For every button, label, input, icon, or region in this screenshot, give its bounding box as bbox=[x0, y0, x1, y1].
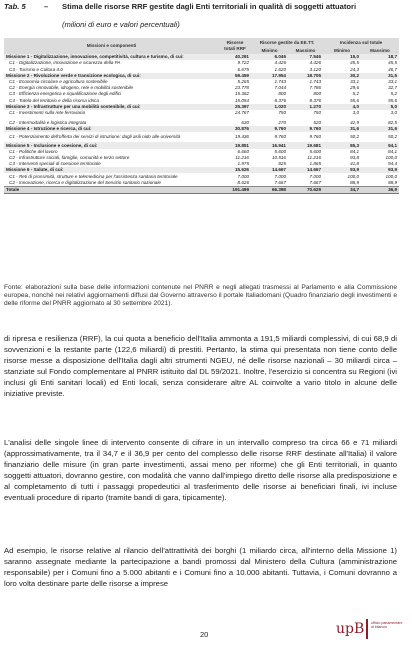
row-total-rrf: 19.851 bbox=[219, 142, 251, 148]
row-label: C1 - Economia circolare e agricoltura sostenibile bbox=[9, 79, 108, 85]
row-total-rrf: 9.722 bbox=[237, 60, 249, 66]
header-incidence-max: Massimo bbox=[361, 48, 399, 54]
row-label: C2 - Energia rinnovabile, idrogeno, rete e mobilità sostenibile bbox=[9, 85, 134, 91]
row-incidence-max: 94,1 bbox=[361, 142, 399, 148]
row-total-rrf: 6.660 bbox=[237, 148, 249, 154]
row-managed-min: 5.600 bbox=[274, 148, 286, 154]
row-incidence-max: 5,0 bbox=[361, 104, 399, 110]
row-total-rrf: 1.975 bbox=[237, 161, 249, 167]
row-managed-min: 17.954 bbox=[251, 73, 288, 79]
row-managed-max: 750 bbox=[313, 109, 322, 115]
header-incidence-min: Minimo bbox=[323, 48, 361, 54]
table-header-row bbox=[4, 38, 399, 48]
row-total-rrf: 24.767 bbox=[234, 109, 249, 115]
row-managed-max: 800 bbox=[313, 91, 322, 97]
table-body bbox=[4, 54, 399, 193]
upb-logo bbox=[336, 619, 406, 641]
row-managed-min: 4.426 bbox=[274, 60, 286, 66]
row-label: C3 - Interventi speciali di coesione territoriale bbox=[9, 161, 101, 167]
table-dash: – bbox=[44, 2, 49, 11]
row-incidence-max: 94,4 bbox=[388, 161, 398, 167]
page-number: 20 bbox=[200, 630, 209, 639]
row-incidence-max: 93,9 bbox=[361, 167, 399, 173]
row-incidence-min: 88,9 bbox=[350, 179, 360, 185]
row-managed-min: 8.376 bbox=[274, 97, 286, 103]
row-label: Missione 6 - Salute, di cui: bbox=[4, 167, 219, 173]
table-number: Tab. 5 bbox=[4, 2, 26, 11]
row-incidence-max: 45,5 bbox=[388, 60, 398, 66]
row-managed-max: 7.000 bbox=[309, 173, 322, 179]
row-incidence-min: 41,8 bbox=[350, 161, 360, 167]
row-incidence-min: 5,2 bbox=[352, 91, 360, 97]
row-label: Missione 1 - Digitalizzazione, innovazione, competitività, cultura e turismo, di cui: bbox=[4, 54, 219, 60]
row-incidence-max: 31,5 bbox=[361, 73, 399, 79]
row-total-rrf: 23.778 bbox=[234, 85, 249, 91]
row-incidence-max: 82,5 bbox=[388, 119, 398, 125]
row-label: Missione 3 - Infrastrutture per una mobilità sostenibile, di cui: bbox=[4, 104, 219, 110]
row-managed-min: 14.667 bbox=[251, 167, 288, 173]
row-managed-max: 11.216 bbox=[307, 155, 322, 161]
row-total-rrf: 8.626 bbox=[237, 179, 249, 185]
row-incidence-min: 30,2 bbox=[323, 73, 361, 79]
row-incidence-min: 33,1 bbox=[350, 79, 360, 85]
row-total-rrf: 30.876 bbox=[219, 126, 251, 132]
row-managed-min: 800 bbox=[278, 91, 286, 97]
row-managed-min: 1.620 bbox=[274, 66, 286, 72]
row-incidence-min: 85,3 bbox=[323, 142, 361, 148]
row-managed-max: 18.705 bbox=[288, 73, 323, 79]
row-label: C1 - Investimenti sulla rete ferroviaria bbox=[9, 109, 86, 115]
row-managed-min: 10.516 bbox=[271, 155, 286, 161]
row-label: C2 - Innovazione, ricerca e digitalizzazione del Servizio sanitario nazionale bbox=[9, 179, 161, 185]
row-incidence-max: 31,6 bbox=[361, 126, 399, 132]
row-managed-min: 825 bbox=[278, 161, 286, 167]
row-incidence-max: 32,7 bbox=[388, 85, 398, 91]
row-managed-max: 14.667 bbox=[288, 167, 323, 173]
row-total-rrf: 25.397 bbox=[219, 104, 251, 110]
row-managed-max: 7.546 bbox=[288, 54, 323, 60]
row-incidence-max: 84,1 bbox=[388, 148, 398, 154]
row-label: C1 - Politiche del lavoro bbox=[9, 148, 58, 154]
header-total-rrf: Risorse totali RRF bbox=[219, 38, 251, 54]
row-total-rrf: 7.000 bbox=[237, 173, 249, 179]
row-incidence-min: 100,0 bbox=[347, 173, 360, 179]
row-incidence-max: 88,9 bbox=[388, 179, 398, 185]
row-total-rrf: 630 bbox=[241, 119, 249, 125]
body-paragraph: L'analisi delle singole linee di intervento consente di cifrare in un intervallo compreso tra circa 66 e 71 miliardi (approssimativamente, tra il 34,7 e il 36,9 per cento del complesso delle risorse RRF destinate all'Italia) il valore finanziario delle misure (in gran parte investimenti, assai meno per riforme) che gli Enti territoriali, in quanto soggetti attuatori, dovranno gestire, con modalità che vanno dall'impiego diretto delle risorse alla predisposizione e al completamento di tutti i passaggi propedeutici al trasferimento delle risorse ai beneficiari finali, ivi incluse eventuali procedure di riparto (tramite bandi di gara, tipicamente). bbox=[4, 438, 397, 503]
logo-mark: upB bbox=[336, 621, 365, 637]
row-incidence-min: 42,9 bbox=[350, 119, 360, 125]
table-row bbox=[4, 179, 399, 186]
table-row bbox=[4, 132, 399, 143]
row-incidence-min: 29,6 bbox=[350, 85, 360, 91]
row-incidence-max: 46,7 bbox=[388, 66, 398, 72]
row-managed-min: 16.941 bbox=[251, 142, 288, 148]
row-managed-max: 4.426 bbox=[309, 60, 322, 66]
row-managed-min: 270 bbox=[278, 119, 286, 125]
logo-divider bbox=[366, 619, 368, 639]
row-managed-max: 9.760 bbox=[288, 126, 323, 132]
row-managed-max: 70.629 bbox=[288, 186, 323, 193]
row-total-rrf: 191.499 bbox=[219, 186, 251, 193]
row-incidence-max: 100,0 bbox=[385, 173, 398, 179]
source-note: Fonte: elaborazioni sulla base delle informazioni contenute nel PNRR e negli allegati trasmessi al Parlamento e alla Commissione europea, nonché nei relativi aggiornamenti diffusi dal Governo attraverso il portale Italiadomani (Quadro finanziario degli investimenti e delle riforme del PNRR aggiornato al 30 settembre 2021). bbox=[4, 284, 397, 308]
row-managed-max: 5.600 bbox=[309, 148, 322, 154]
row-incidence-max: 55,6 bbox=[388, 97, 398, 103]
row-label: Missione 4 - Istruzione e ricerca, di cui: bbox=[4, 126, 219, 132]
row-incidence-min: 55,6 bbox=[350, 97, 360, 103]
row-managed-max: 7.786 bbox=[309, 85, 322, 91]
row-incidence-min: 24,3 bbox=[350, 66, 360, 72]
total-row bbox=[4, 186, 399, 193]
row-incidence-min: 15,0 bbox=[323, 54, 361, 60]
row-managed-max: 9.760 bbox=[309, 134, 322, 140]
row-label: C1 - Reti di prossimità, strutture e telemedicina per l'assistenza sanitaria territoriale bbox=[9, 173, 178, 179]
row-managed-min: 6.046 bbox=[251, 54, 288, 60]
row-incidence-min: 31,6 bbox=[323, 126, 361, 132]
row-label: Totale bbox=[4, 186, 219, 193]
row-incidence-min: 84,1 bbox=[350, 148, 360, 154]
table-title: Stima delle risorse RRF gestite dagli Enti territoriali in qualità di soggetti attuatori bbox=[62, 2, 357, 11]
row-label: C3 - Turismo e Cultura 4.0 bbox=[9, 66, 63, 72]
row-total-rrf: 40.291 bbox=[219, 54, 251, 60]
header-incidence: Incidenza sul totale bbox=[323, 38, 399, 48]
row-managed-min: 1.743 bbox=[274, 79, 286, 85]
row-incidence-min: 50,2 bbox=[350, 134, 360, 140]
row-incidence-max: 50,2 bbox=[388, 134, 398, 140]
row-incidence-min: 45,5 bbox=[350, 60, 360, 66]
row-label: Missione 5 - Inclusione e coesione, di cui: bbox=[4, 142, 219, 148]
header-managed-max: Massimo bbox=[288, 48, 323, 54]
row-label: C1 - Digitalizzazione, innovazione e sicurezza della PA bbox=[9, 60, 121, 66]
row-managed-max: 1.270 bbox=[288, 104, 323, 110]
row-incidence-min: 4,0 bbox=[323, 104, 361, 110]
row-total-rrf: 15.054 bbox=[234, 97, 249, 103]
row-managed-max: 7.667 bbox=[309, 179, 322, 185]
row-label: C1 - Potenziamento dell'offerta dei servizi di istruzione: dagli asili nido alle università bbox=[9, 134, 181, 140]
row-managed-max: 3.120 bbox=[309, 66, 322, 72]
row-total-rrf: 11.216 bbox=[235, 155, 249, 161]
row-managed-min: 9.760 bbox=[274, 134, 286, 140]
row-managed-max: 19.681 bbox=[288, 142, 323, 148]
row-incidence-max: 5,2 bbox=[390, 91, 398, 97]
row-total-rrf: 59.459 bbox=[219, 73, 251, 79]
row-total-rrf: 15.626 bbox=[219, 167, 251, 173]
row-incidence-max: 18,7 bbox=[361, 54, 399, 60]
body-paragraph: Ad esempio, le risorse relative al rilancio dell'attrattività dei borghi (1 miliardo circa, all'interno della Missione 1) saranno assegnate mediante la partecipazione a bandi promossi dal Ministero della Cultura (amministrazione responsabile) per i Comuni fino a 5.000 abitanti e i Comuni fino a 10.000 abitanti. Tuttavia, i Comuni dovranno a loro volta destinare parte delle risorse a imprese bbox=[4, 546, 397, 589]
row-total-rrf: 15.362 bbox=[234, 91, 249, 97]
row-managed-min: 7.667 bbox=[274, 179, 286, 185]
row-managed-min: 1.020 bbox=[251, 104, 288, 110]
row-managed-min: 66.398 bbox=[251, 186, 288, 193]
row-incidence-min: 93,8 bbox=[350, 155, 360, 161]
row-managed-min: 7.044 bbox=[274, 85, 286, 91]
row-total-rrf: 19.436 bbox=[234, 134, 249, 140]
row-label: C2 - Intermodalità e logistica integrata bbox=[9, 119, 87, 125]
header-managed: Risorse gestite da EE.TT. bbox=[251, 38, 323, 48]
row-incidence-min: 3,0 bbox=[352, 109, 360, 115]
row-incidence-max: 3,0 bbox=[390, 109, 398, 115]
row-total-rrf: 6.675 bbox=[237, 66, 249, 72]
row-managed-min: 7.000 bbox=[274, 173, 286, 179]
row-managed-max: 8.376 bbox=[309, 97, 322, 103]
rrf-table bbox=[4, 38, 399, 194]
row-label: C3 - Efficienza energetica e riqualificazione degli edifici bbox=[9, 91, 122, 97]
row-managed-max: 1.743 bbox=[309, 79, 322, 85]
row-label: C4 - Tutela del territorio e della risorsa idrica bbox=[9, 97, 100, 103]
row-incidence-max: 100,0 bbox=[385, 155, 398, 161]
header-missions: Missioni e componenti bbox=[4, 38, 219, 54]
row-label: C2 - Infrastrutture sociali, famiglie, comunità e terzo settore bbox=[9, 155, 130, 161]
row-incidence-min: 93,9 bbox=[323, 167, 361, 173]
row-incidence-max: 36,9 bbox=[361, 186, 399, 193]
header-managed-min: Minimo bbox=[251, 48, 288, 54]
row-incidence-max: 33,1 bbox=[388, 79, 398, 85]
row-label: Missione 2 - Rivoluzione verde e transizione ecologica, di cui: bbox=[4, 73, 219, 79]
logo-text: ufficio parlamentare di bilancio bbox=[371, 621, 403, 630]
row-managed-max: 520 bbox=[313, 119, 322, 125]
row-incidence-min: 34,7 bbox=[323, 186, 361, 193]
row-total-rrf: 5.265 bbox=[237, 79, 249, 85]
body-paragraph: di ripresa e resilienza (RRF), la cui quota a beneficio dell'Italia ammonta a 191,5 miliardi complessivi, di cui 68,9 di sovvenzioni e la restante parte (122,6 miliardi) di prestiti. Pertanto, la stima qui presentata non tiene conto delle risorse messe a disposizione dell'Italia dagli altri strumenti NGEU, né delle risorse nazionali – 30 miliardi circa – stanziate sul Fondo complementare al PNRR istituito dal DL 59/2021. Inoltre, l'esercizio si concentra su Regioni (ivi inclusi gli Enti sanitari locali) ed Enti locali, senza considerare altre AL coinvolte a vario titolo in alcune delle iniziative previste. bbox=[4, 334, 397, 399]
row-managed-max: 1.865 bbox=[309, 161, 322, 167]
row-managed-min: 750 bbox=[278, 109, 286, 115]
table-subtitle: (milioni di euro e valori percentuali) bbox=[62, 20, 180, 29]
row-managed-min: 9.760 bbox=[251, 126, 288, 132]
